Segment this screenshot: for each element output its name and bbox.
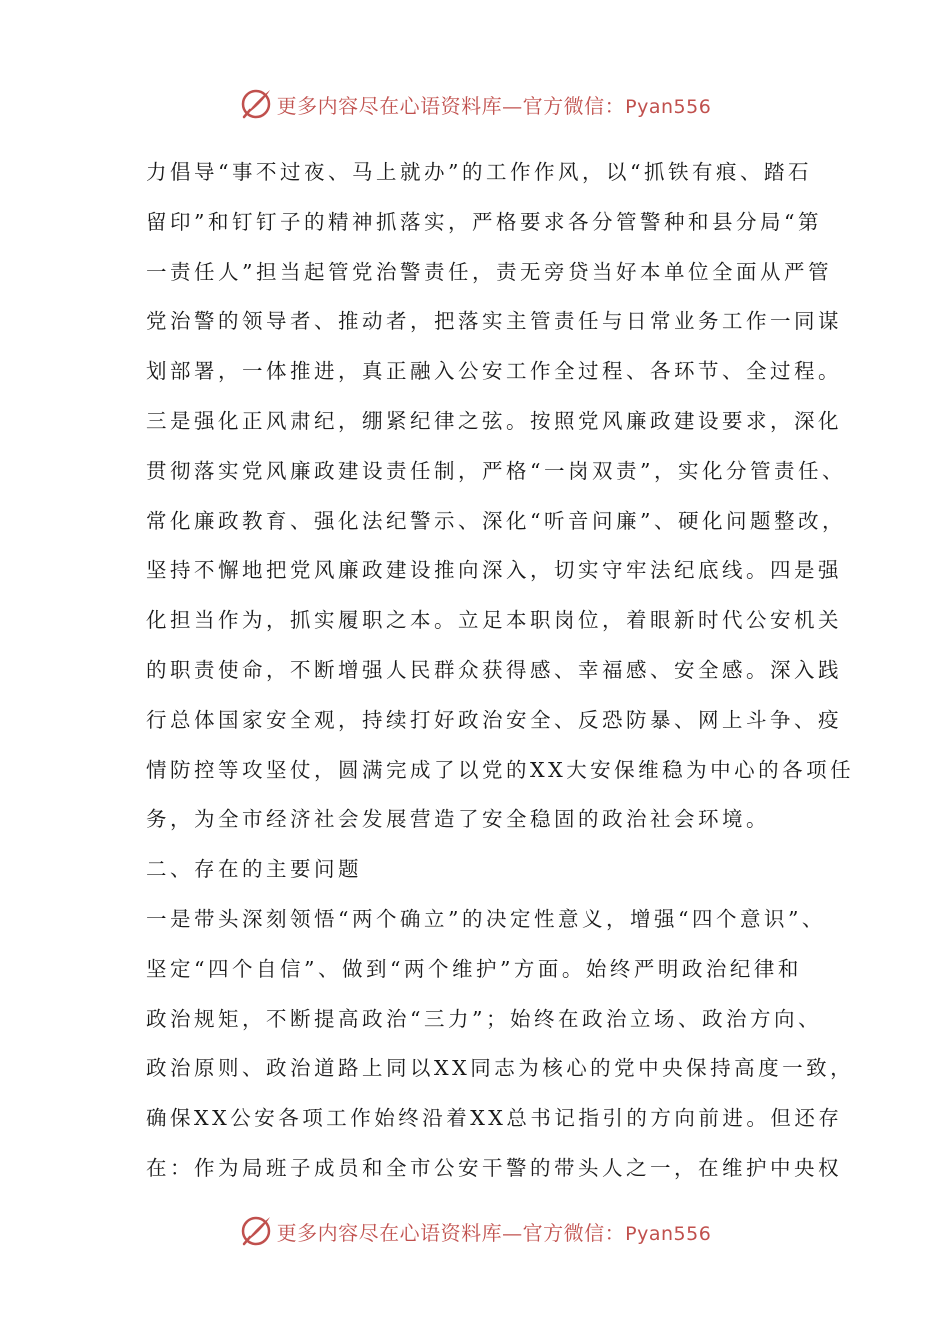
body-line: 一是带头深刻领悟“两个确立”的决定性意义，增强“四个意识”、 (146, 906, 826, 931)
body-line: 情防控等攻坚仗，圆满完成了以党的XX大安保维稳为中心的各项任 (146, 757, 855, 782)
body-line: 贯彻落实党风廉政建设责任制，严格“一岗双责”，实化分管责任、 (146, 458, 846, 483)
body-line: 行总体国家安全观，持续打好政治安全、反恐防暴、网上斗争、疫 (146, 707, 842, 732)
section-heading: 二、存在的主要问题 (146, 857, 362, 882)
body-line: 坚持不懈地把党风廉政建设推向深入，切实守牢法纪底线。四是强 (146, 558, 842, 583)
body-line: 在：作为局班子成员和全市公安干警的带头人之一，在维护中央权 (146, 1155, 842, 1180)
body-line: 务，为全市经济社会发展营造了安全稳固的政治社会环境。 (146, 807, 770, 832)
banner-text (277, 1217, 712, 1246)
banner-label: 更多内容尽在心语资料库—官方微信： (276, 1220, 626, 1245)
footer-watermark-banner (0, 1211, 950, 1251)
banner-text (277, 90, 712, 119)
body-line: 留印”和钉钉子的精神抓落实，严格要求各分管警种和县分局“第 (146, 209, 822, 234)
body-line: 一责任人”担当起管党治警责任，责无旁贷当好本单位全面从严管 (146, 259, 832, 284)
body-line: 化担当作为，抓实履职之本。立足本职岗位，着眼新时代公安机关 (146, 608, 842, 633)
body-line: 三是强化正风肃纪，绷紧纪律之弦。按照党风廉政建设要求，深化 (146, 408, 842, 433)
quill-pen-logo-icon (239, 1213, 275, 1249)
quill-pen-logo-icon (239, 86, 275, 122)
banner-wechat-id: Pyan556 (625, 95, 712, 118)
body-line: 政治规矩，不断提高政治“三力”；始终在政治立场、政治方向、 (146, 1006, 822, 1031)
body-line: 确保XX公安各项工作始终沿着XX总书记指引的方向前进。但还存 (146, 1106, 843, 1131)
body-line: 划部署，一体推进，真正融入公安工作全过程、各环节、全过程。 (146, 359, 842, 384)
body-line: 党治警的领导者、推动者，把落实主管责任与日常业务工作一同谋 (146, 309, 842, 334)
body-line: 政治原则、政治道路上同以XX同志为核心的党中央保持高度一致， (146, 1056, 855, 1081)
body-line: 常化廉政教育、强化法纪警示、深化“听音问廉”、硬化问题整改， (146, 508, 846, 533)
body-line: 力倡导“事不过夜、马上就办”的工作作风，以“抓铁有痕、踏石 (146, 160, 812, 184)
body-line: 坚定“四个自信”、做到“两个维护”方面。始终严明政治纪律和 (146, 956, 802, 981)
header-watermark-banner (0, 84, 950, 124)
body-line: 的职责使命，不断增强人民群众获得感、幸福感、安全感。深入践 (146, 657, 842, 682)
banner-label: 更多内容尽在心语资料库—官方微信： (276, 93, 626, 118)
banner-wechat-id: Pyan556 (625, 1222, 712, 1245)
document-body (146, 148, 855, 1194)
